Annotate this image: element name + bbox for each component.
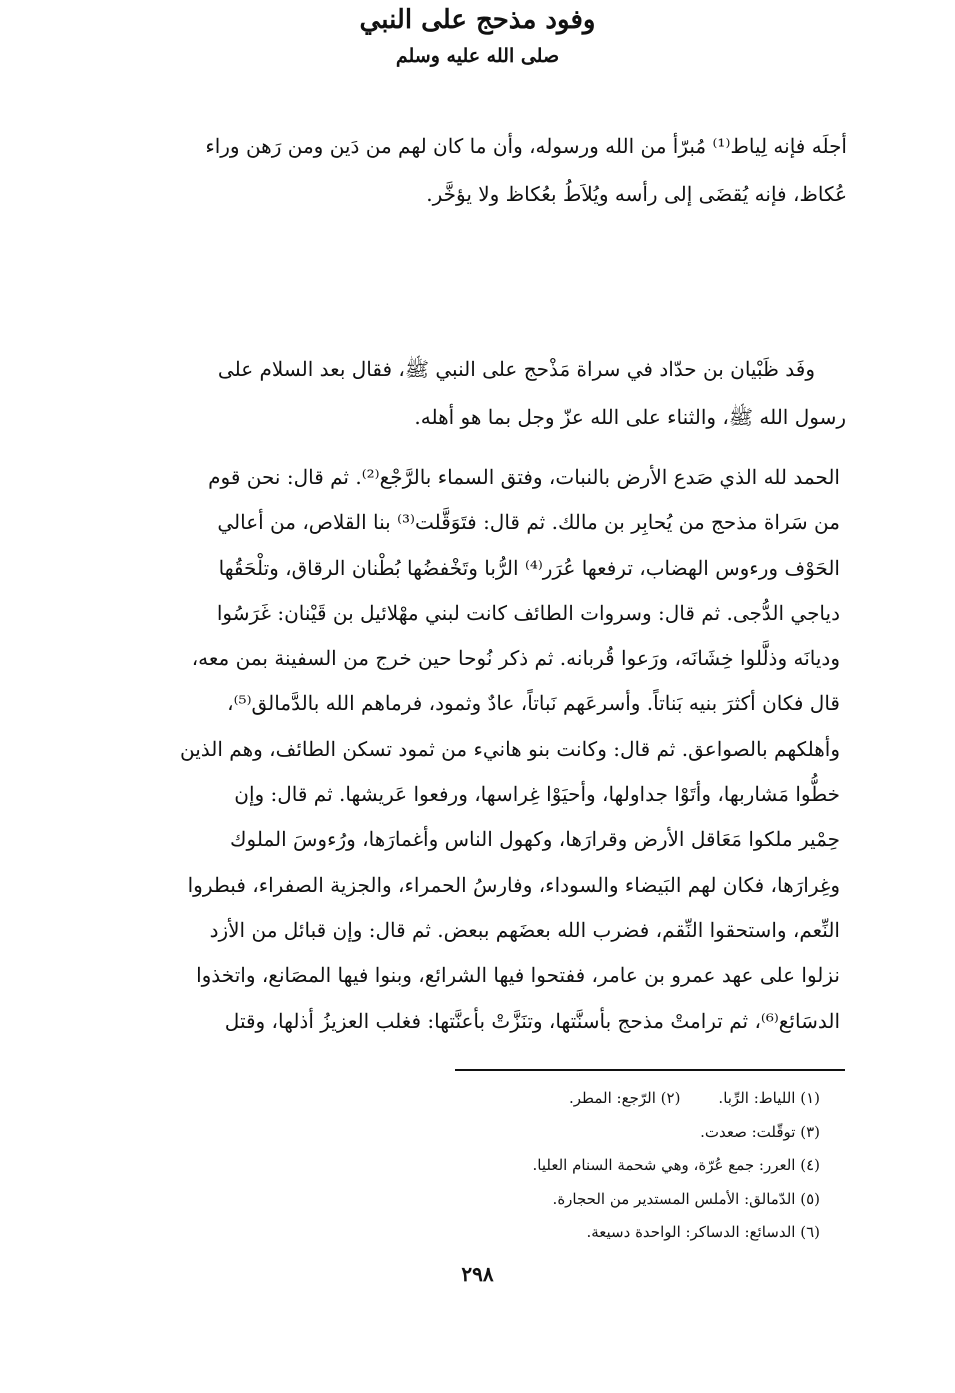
footnote-4: (٤) العرر: جمع عُرّة، وهي شحمة السنام العليا. — [532, 1156, 820, 1174]
text-line: نزلوا على عهد عمرو بن عامر، ففتحوا فيها الشرائع، وبنوا فيها المصَانع، واتخذوا — [196, 963, 840, 988]
text-line: وديانَه وذلَّلوا خِشَانَه، ورَعوا قُربانه. ثم ذكر نُوحا حين خرج من السفينة بمن معه، — [191, 646, 840, 671]
text-line: الحمد لله الذي صَدع الأرض بالنبات، وفتق السماء بالرَّجْع⁽²⁾. ثم قال: نحن قوم — [208, 465, 840, 489]
text-line: رسول الله ﷺ، والثناء على الله عزّ وجل بما هو أهله. — [414, 405, 846, 429]
text-line: النِّعم، واستحقوا النِّقم، فضرب الله بعضَهم ببعض. ثم قال: وإن قبائل من الأزد — [209, 917, 840, 942]
text-line: قال فكان أكثرَ بنيه بَناتاً. وأسرعَهم نَباتاً، عادٌ وثمود، فرماهم الله بالدَّمالق⁽⁵⁾، — [227, 691, 840, 716]
text-line: أجلَه فإنه لِياط⁽¹⁾ مُبرّأ من الله ورسوله، وأن ما كان لهم من دَين ومن رَهن وراء — [205, 134, 847, 158]
page-number: ٢٩٨ — [461, 1262, 494, 1286]
opening-paragraph-first-line — [88, 345, 815, 393]
footnote-3: (٣) توقّلت: صعدت. — [700, 1122, 820, 1141]
text-line: دياجي الدُّجى. ثم قال: وسروات الطائف كانت لبني مهْلائيل بن قَيْنان: غَرَسُوا — [216, 600, 840, 625]
footnote-5: (٥) الدّمالق: الأملس المستدير من الحجارة. — [552, 1189, 820, 1208]
text-line: حِمْير ملكوا مَعَاقل الأرض وقرارَها، وكهول الناس وأغمارَها، ورُءوسَ الملوك — [230, 827, 840, 852]
intro-paragraph — [95, 122, 847, 218]
text-line: عُكاظ، فإنه يُقضَى إلى رأسه ويُلاَطُ بعُكاظ ولا يؤخَّر. — [426, 182, 847, 206]
section-subheading: صلى الله عليه وسلم — [395, 45, 560, 67]
opening-paragraph-second-line — [88, 393, 846, 441]
speech-paragraph — [80, 455, 840, 1044]
footnote-6: (٦) الدسائع: الدساكر: الواحدة دسيعة. — [586, 1223, 820, 1241]
footnote-separator — [455, 1069, 845, 1071]
text-line: الحَوْف ورءوس الهضاب، ترفعها عُرَر⁽⁴⁾ الرُّبا وتَخْفضُها بُطْنان الرقاق، وتلْحَقُها — [218, 555, 840, 580]
footnote-1: (١) اللياط: الرِّبا. — [718, 1089, 820, 1107]
text-line: من سَراة مذحج من يُحابِر بن مالك. ثم قال: فتَوَقَّلت⁽³⁾ بنا القلاص، من أعالي — [217, 510, 840, 535]
text-line: خطُّوا مَشاربها، وأتَوْا جداولها، وأحيَوْا غِراسها، ورفعوا عَريشها. ثم قال: وإن — [234, 782, 840, 807]
text-line: وأهلكهم بالصواعق. ثم قال: وكانت بنو هانيء من ثمود تسكن الطائف، وهم الذين — [179, 736, 840, 761]
footnote-line — [300, 1082, 820, 1116]
footnote-2: (٢) الرّجع: المطر. — [569, 1089, 681, 1107]
footnotes — [300, 1082, 820, 1250]
text-line: وغِرارَها، فكان لهم البَيضاء والسوداء، وفارسُ الحمراء، والجزية الصفراء، فبطروا — [187, 872, 840, 897]
text-line: الدسَائع⁽⁶⁾، ثم ترامتْ مذحج بأسنَّتها، وتنَزَّتْ بأعنَّتها: فغلب العزيزُ أذلها، وقتل — [224, 1008, 840, 1033]
section-heading: وفود مذحج على النبي — [359, 5, 596, 35]
text-line: وفَد ظَبْيان بن حدّاد في سراة مَذْحج على النبي ﷺ، فقال بعد السلام على — [217, 357, 815, 381]
